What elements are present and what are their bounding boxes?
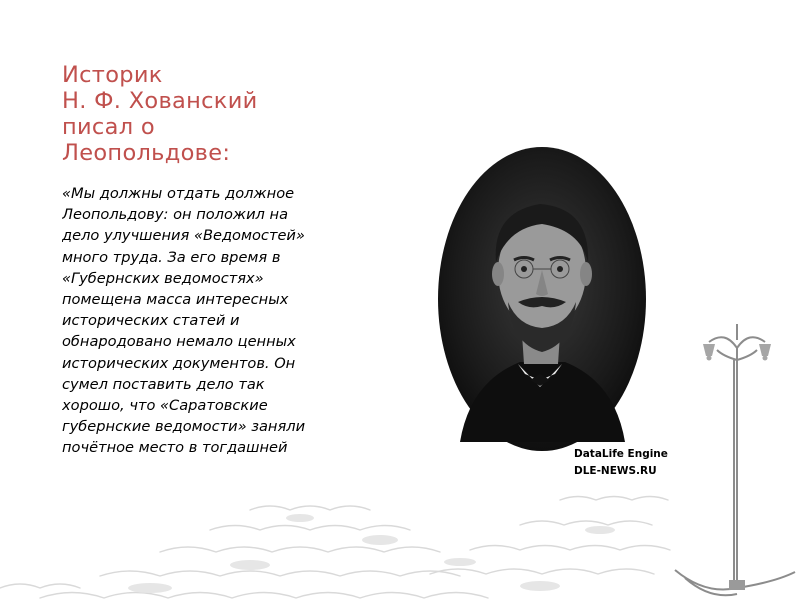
portrait-photo — [390, 112, 695, 487]
portrait-image — [390, 112, 695, 487]
watermark-line-2: DLE-NEWS.RU — [574, 465, 657, 477]
street-lamp-icon — [665, 320, 800, 600]
slide-title: Историк Н. Ф. Хованский писал о Леопольдове: — [62, 62, 258, 166]
quote-text: «Мы должны отдать должное Леопольдову: он положил на дело улучшения «Ведомостей» много труда. За его время в «Губернских ведомостях» помещена масса интересных исторических статей и обнародовано немало ценных исторических документов. Он сумел поставить дело так хорошо, что «Саратовские губернские ведомости» заняли почётное место в тогдашней — [62, 185, 306, 457]
watermark-line-1: DataLife Engine — [574, 448, 668, 460]
